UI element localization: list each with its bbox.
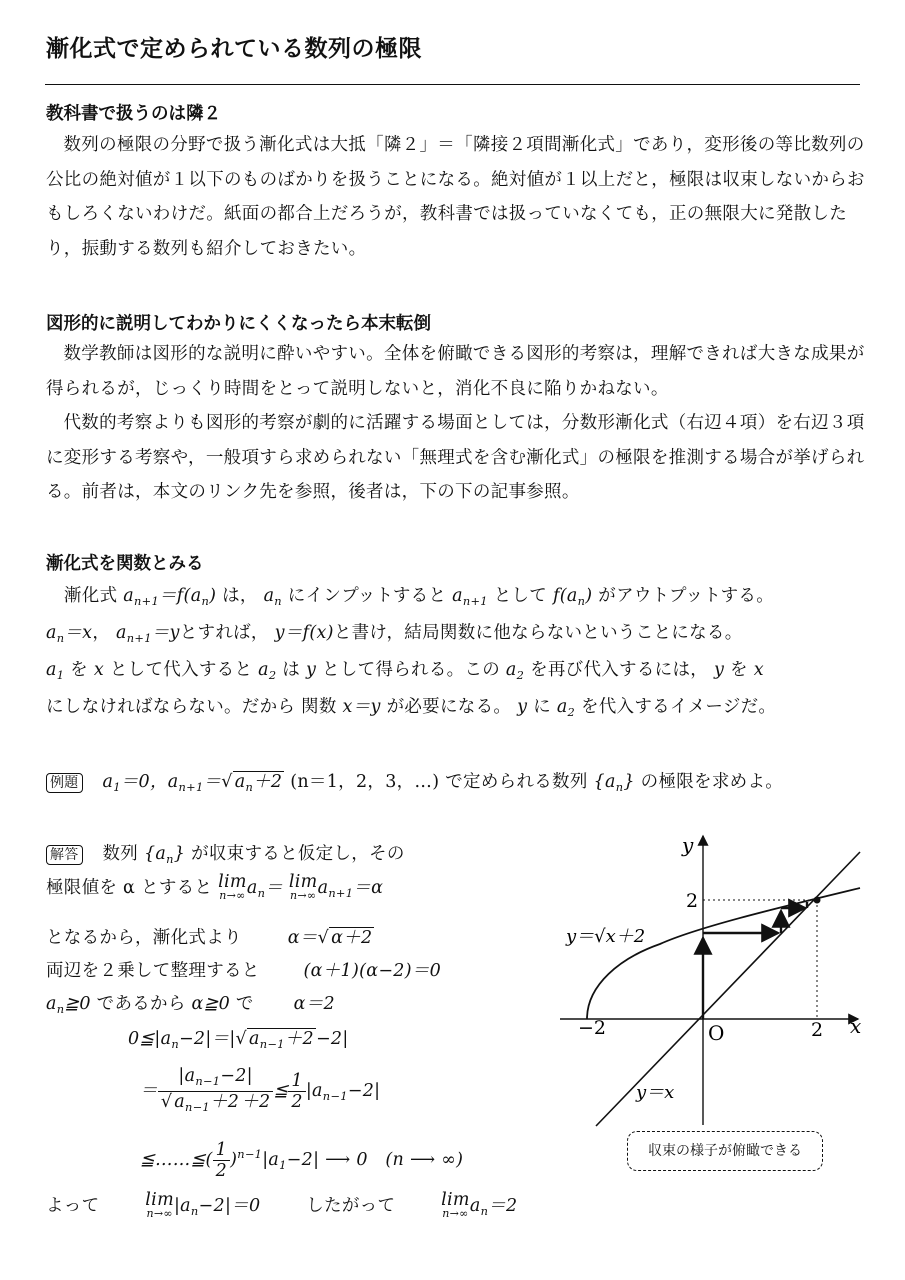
x-axis-label: x bbox=[850, 1014, 862, 1038]
function-line-2: $a_n=x$， $a_{n+1}=y$とすれば， y＝f(x)と書け，結局関数に他ならないということになる。 bbox=[46, 623, 743, 645]
function-line-4: にしなければならない。だから 関数 x＝y が必要になる。 y に $a_2$ を代入するイメージだ。 bbox=[46, 697, 777, 719]
section-body-geometric bbox=[46, 337, 871, 510]
example-problem: 例題 $a_1=0$，$a_{n+1}=√$ $a_n+2$ (n＝1，2，3，…) で定められる数列 $\{a_n\}$ の極限を求めよ。 bbox=[46, 768, 783, 794]
curve-sqrt bbox=[587, 888, 860, 1019]
fixed-point bbox=[814, 897, 821, 904]
paragraph: 代数的考察よりも図形的考察が劇的に活躍する場面としては，分数形漸化式（右辺４項）を右辺３項に変形する考察や，一般項すら求められない「無理式を含む漸化式」の極限を推測する場合が挙げられる。前者は，本文のリンク先を参照，後者は，下の下の記事参照。 bbox=[46, 413, 865, 502]
solution-line-8: ≦……≦( $\frac{1}{2}$ )$^{n-1}|a_1-2|$ ⟶ 0 (n ⟶ ∞) bbox=[140, 1140, 464, 1181]
cobweb-graph bbox=[560, 830, 880, 1130]
solution-line-4: 両辺を２乗して整理すると (α＋1)(α−2)＝0 bbox=[46, 961, 442, 981]
line-label: y＝x bbox=[636, 1082, 675, 1103]
graph-caption: 収束の様子が俯瞰できる bbox=[627, 1131, 823, 1171]
section-heading-textbook: 教科書で扱うのは隣２ bbox=[46, 104, 221, 124]
curve-label: y＝√x＋2 bbox=[566, 926, 646, 947]
solution-line-3: となるから，漸化式より α＝√ α＋2 bbox=[46, 928, 373, 948]
paragraph: 数学教師は図形的な説明に酔いやすい。全体を俯瞰できる図形的考察は，理解できれば大きな成果が得られるが，じっくり時間をとって説明しないと，消化不良に陥りかねない。 bbox=[46, 344, 865, 399]
section-body-textbook bbox=[46, 128, 871, 266]
solution-line-7: ＝ $\frac{|a_{n-1}-2|}{√ a_{n-1}+2 +2}$ ≦ $\frac{1}{2}$ $|a_{n-1}-2|$ bbox=[140, 1066, 381, 1114]
solution-line-9: よって lim n→∞ $|a_n-2|=0$ したがって lim n→∞ $a_n=2$ bbox=[46, 1189, 518, 1220]
solution-line-6: $0≦|a_n-2|=|√$ $a_{n-1}+2 -2|$ bbox=[128, 1029, 349, 1051]
title-divider bbox=[45, 84, 860, 85]
solution-line-5: $a_n≧0$ であるから α≧0 で α＝2 bbox=[46, 994, 335, 1016]
tick-x-pos: 2 bbox=[811, 1019, 824, 1041]
section-heading-geometric: 図形的に説明してわかりにくくなったら本末転倒 bbox=[46, 314, 431, 334]
example-tag: 例題 bbox=[46, 773, 83, 793]
page-title: 漸化式で定められている数列の極限 bbox=[46, 36, 422, 62]
origin-label: O bbox=[708, 1021, 725, 1045]
y-axis-label: y bbox=[682, 833, 694, 857]
tick-x-neg: −2 bbox=[578, 1017, 607, 1039]
paragraph: 数列の極限の分野で扱う漸化式は大抵「隣２」＝「隣接２項間漸化式」であり，変形後の等比数列の公比の絶対値が１以下のものばかりを扱うことになる。絶対値が１以上だと，極限は収束しないからおもしろくないわけだ。紙面の都合上だろうが，教科書では扱っていなくても，正の無限大に発散したり，振動する数列も紹介しておきたい。 bbox=[46, 135, 865, 259]
solution-line-1: 解答 数列 $\{a_n\}$ が収束すると仮定し，その bbox=[46, 840, 405, 866]
function-line-1: 漸化式 $a_{n+1}=f(a_n)$ は， $a_n$ にインプットすると $a_{n+1}$ として $f(a_n)$ がアウトプットする。 bbox=[64, 586, 774, 608]
solution-tag: 解答 bbox=[46, 845, 83, 865]
solution-line-2: 極限値を α とすると lim n→∞ $a_n= \lim$ n→∞ $a_{n+1}=\alpha$ bbox=[46, 871, 384, 902]
section-heading-function: 漸化式を関数とみる bbox=[46, 554, 204, 574]
tick-y: 2 bbox=[686, 890, 699, 912]
function-line-3: $a_1$ を x として代入すると $a_2$ は y として得られる。この $a_2$ を再び代入するには， y を x bbox=[46, 660, 764, 682]
